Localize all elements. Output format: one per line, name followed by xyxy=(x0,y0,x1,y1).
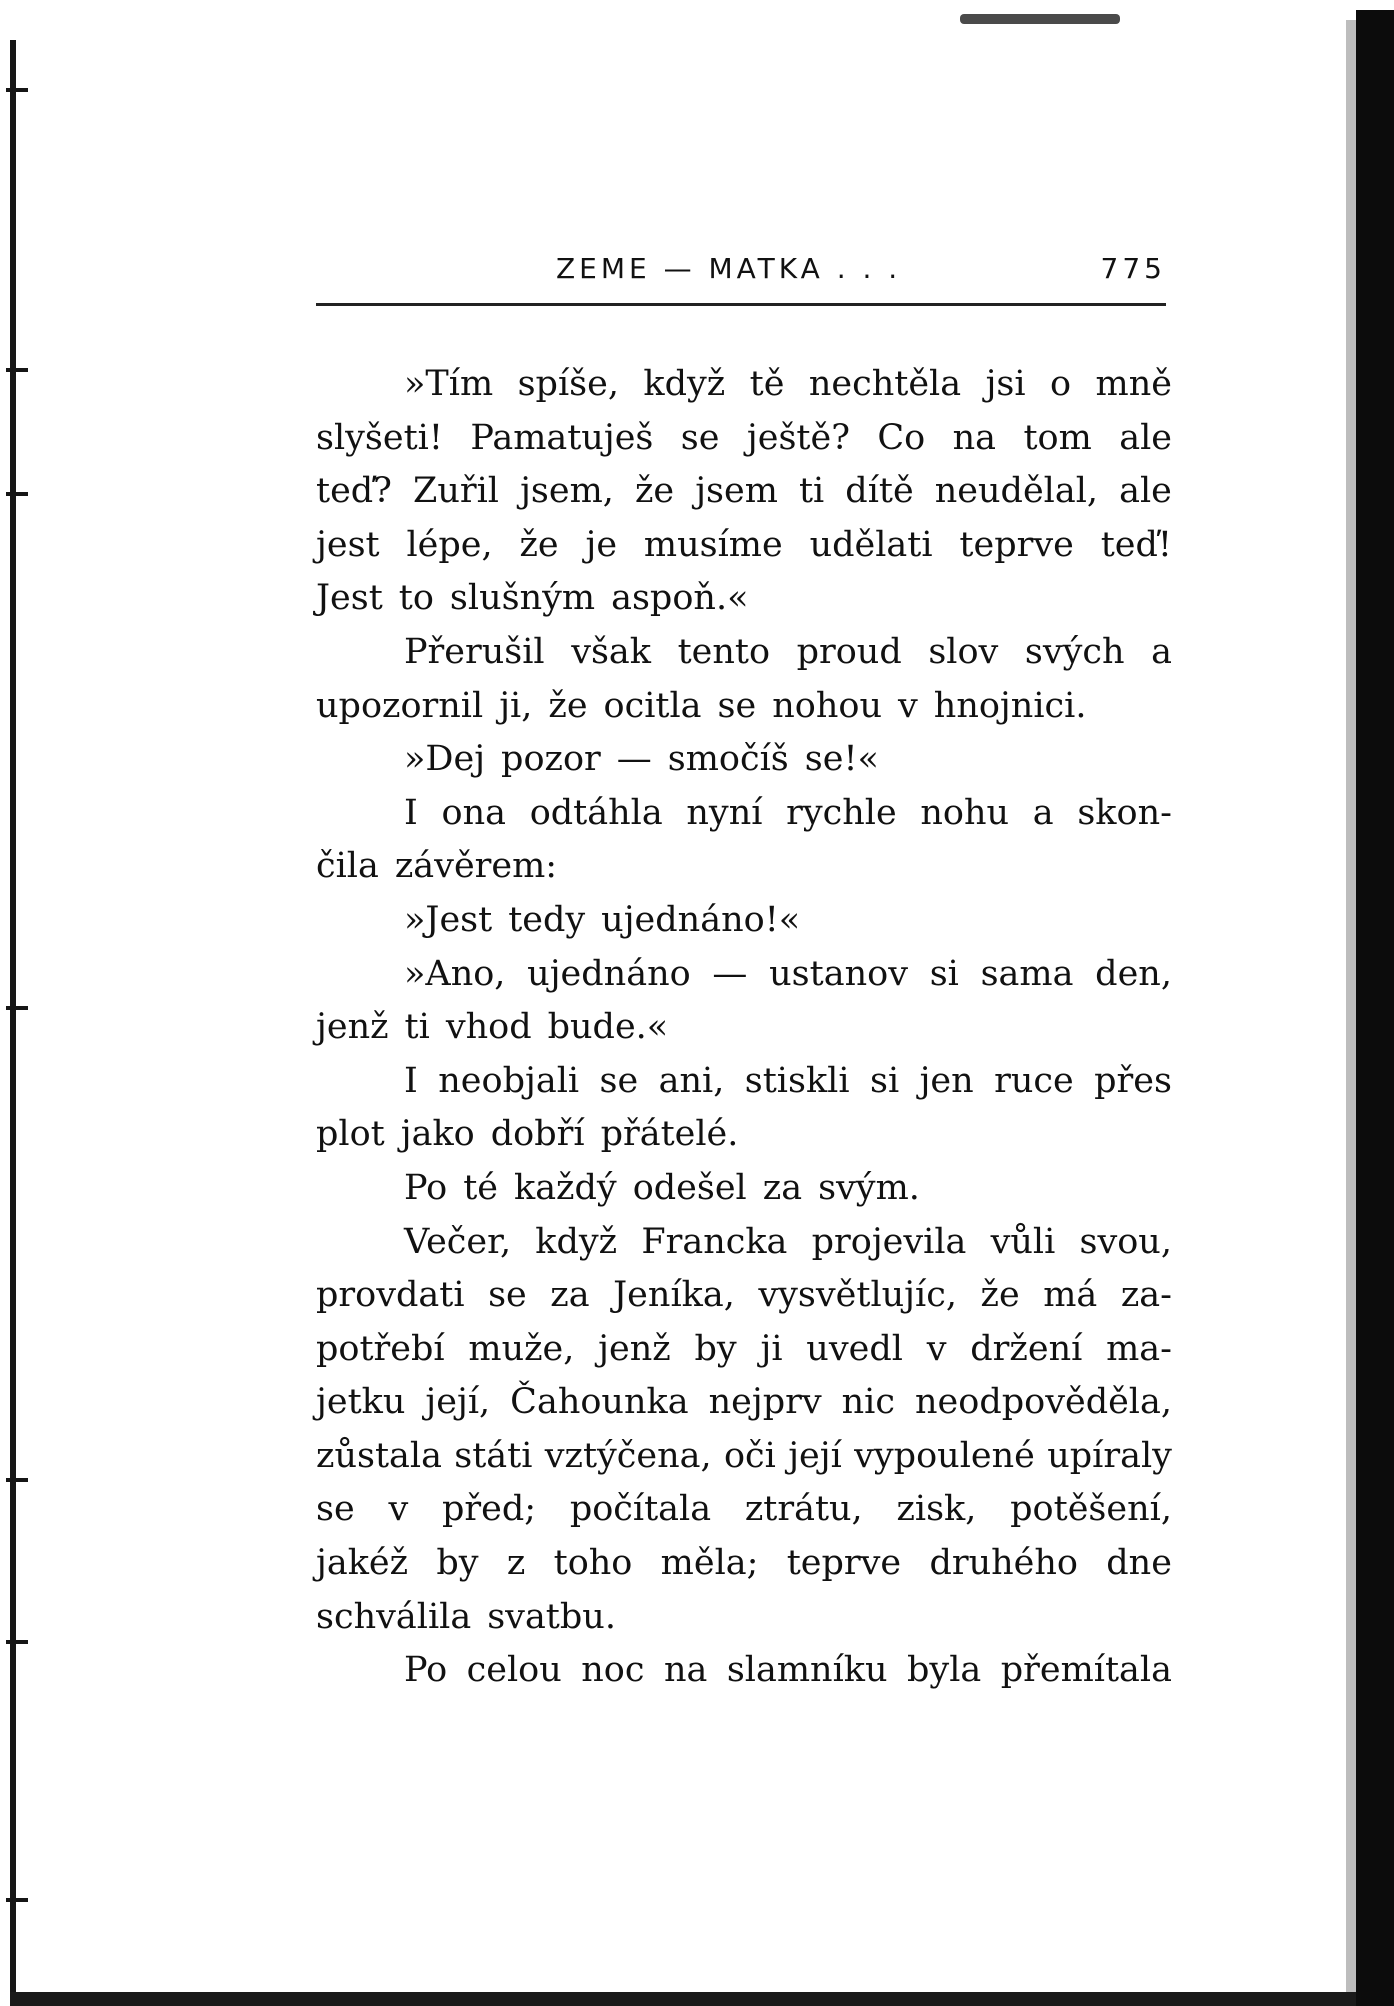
running-head xyxy=(316,252,1166,294)
text-line xyxy=(316,1376,1172,1430)
word: jakéž xyxy=(316,1543,409,1584)
word: pozor xyxy=(501,739,601,780)
word: si xyxy=(869,1060,900,1101)
word: a xyxy=(1032,792,1054,833)
word: jako xyxy=(400,1114,475,1155)
text-line xyxy=(316,840,1172,894)
word: upozornil xyxy=(316,685,484,726)
word: potřebí xyxy=(316,1328,445,1369)
word: svatbu. xyxy=(487,1596,616,1637)
text-line xyxy=(316,358,1172,412)
word: se xyxy=(599,1060,639,1101)
word: jetku xyxy=(316,1382,406,1423)
word: státi xyxy=(454,1435,533,1476)
word: vhod xyxy=(445,1007,532,1048)
scan-edge-tick xyxy=(6,1478,28,1482)
word: ani, xyxy=(658,1060,725,1101)
word: nic xyxy=(841,1382,895,1423)
text-line xyxy=(316,948,1172,1002)
word: si xyxy=(929,953,959,994)
word: jsem, xyxy=(520,471,614,512)
word: svých xyxy=(1024,631,1125,672)
word: za- xyxy=(1120,1275,1172,1316)
word: se xyxy=(680,417,720,458)
word: Jest xyxy=(316,578,383,619)
word: — xyxy=(712,953,748,994)
word: sama xyxy=(980,953,1074,994)
word: ji xyxy=(760,1328,783,1369)
text-line xyxy=(316,733,1172,787)
word: teprve xyxy=(959,524,1074,565)
word: v xyxy=(926,1328,947,1369)
word: ztrátu, xyxy=(744,1489,863,1530)
word: by xyxy=(694,1328,737,1369)
word: přátelé. xyxy=(600,1114,739,1155)
word: v xyxy=(388,1489,409,1530)
text-line xyxy=(316,680,1172,734)
scan-edge-tick xyxy=(6,88,28,92)
word: má xyxy=(1043,1275,1098,1316)
word: ještě? xyxy=(746,417,850,458)
word: plot xyxy=(316,1114,385,1155)
word: za xyxy=(550,1275,590,1316)
word: před; xyxy=(442,1489,537,1530)
word: I xyxy=(404,1060,418,1101)
text-line xyxy=(316,1537,1172,1591)
text-line xyxy=(316,1483,1172,1537)
word: Po xyxy=(404,1650,448,1691)
word: Francka xyxy=(641,1221,788,1262)
word: den, xyxy=(1095,953,1172,994)
word: zůstala xyxy=(316,1435,442,1476)
word: byla xyxy=(907,1650,982,1691)
scan-right-edge xyxy=(1356,10,1394,2006)
word: však xyxy=(571,631,651,672)
word: vypoulené xyxy=(854,1435,1035,1476)
text-line xyxy=(316,1323,1172,1377)
word: že xyxy=(548,685,588,726)
word: ti xyxy=(404,1007,430,1048)
word: se xyxy=(488,1275,527,1316)
word: Večer, xyxy=(404,1221,512,1262)
word: odtáhla xyxy=(529,792,663,833)
word: Jeníka, xyxy=(613,1275,735,1316)
text-line xyxy=(316,1001,1172,1055)
word: tento xyxy=(677,631,771,672)
word: slušným xyxy=(449,578,596,619)
word: slamníku xyxy=(726,1650,888,1691)
word: přes xyxy=(1094,1060,1172,1101)
word: na xyxy=(663,1650,708,1691)
scan-top-margin xyxy=(0,0,1394,28)
word: že xyxy=(519,524,559,565)
word: měla; xyxy=(660,1543,759,1584)
text-line xyxy=(316,572,1172,626)
word: musíme xyxy=(643,524,783,565)
word: Co xyxy=(877,417,926,458)
word: držení xyxy=(970,1328,1083,1369)
word: dobří xyxy=(490,1114,585,1155)
word: ma- xyxy=(1106,1328,1172,1369)
word: ustanov xyxy=(769,953,908,994)
text-line xyxy=(316,1269,1172,1323)
body-text xyxy=(316,358,1172,1698)
page-number: 775 xyxy=(1100,252,1166,285)
word: hnojnici. xyxy=(933,685,1087,726)
word: ti xyxy=(798,471,825,512)
word: nejprv xyxy=(708,1382,822,1423)
word: se xyxy=(717,685,757,726)
word: tedy xyxy=(508,899,586,940)
word: je xyxy=(585,524,618,565)
word: jen xyxy=(919,1060,974,1101)
word: jenž xyxy=(598,1328,671,1369)
word: její, xyxy=(425,1382,491,1423)
word: neodpověděla, xyxy=(915,1382,1172,1423)
word: ujednáno xyxy=(527,953,691,994)
word: ocitla xyxy=(603,685,702,726)
word: ale xyxy=(1119,417,1172,458)
word: když xyxy=(535,1221,618,1262)
text-line xyxy=(316,894,1172,948)
word: teď? xyxy=(316,471,392,512)
word: dne xyxy=(1106,1543,1172,1584)
word: — xyxy=(616,739,652,780)
word: by xyxy=(436,1543,479,1584)
word: projevila xyxy=(811,1221,967,1262)
word: noc xyxy=(581,1650,645,1691)
word: jsi xyxy=(985,364,1026,404)
text-line xyxy=(316,1108,1172,1162)
word: vůli xyxy=(990,1221,1056,1262)
text-line xyxy=(316,412,1172,466)
scan-edge-tick xyxy=(6,492,28,496)
word: ona xyxy=(441,792,506,833)
text-line xyxy=(316,465,1172,519)
word: muže, xyxy=(468,1328,575,1369)
word: I xyxy=(404,792,418,833)
word: v xyxy=(898,685,918,726)
word: vztýčena, xyxy=(544,1435,712,1476)
word: neobjali xyxy=(438,1060,580,1101)
word: jenž xyxy=(316,1007,389,1048)
word: že xyxy=(980,1275,1020,1316)
word: mně xyxy=(1095,364,1172,404)
word: Zuřil xyxy=(413,471,499,512)
word: oči xyxy=(723,1435,776,1476)
word: rychle xyxy=(786,792,897,833)
word: toho xyxy=(553,1543,633,1584)
word: ujednáno!« xyxy=(601,899,801,940)
word: Po xyxy=(404,1167,448,1208)
word: spíše, xyxy=(517,364,619,404)
word: celou xyxy=(466,1650,562,1691)
word: svým. xyxy=(818,1167,920,1208)
scan-right-shadow xyxy=(1346,20,1356,2006)
word: »Tím xyxy=(404,364,494,404)
word: Přerušil xyxy=(404,631,545,672)
scan-edge-tick xyxy=(6,1640,28,1644)
word: druhého xyxy=(929,1543,1078,1584)
word: nechtěla xyxy=(808,364,962,404)
word: každý xyxy=(513,1167,617,1208)
word: potěšení, xyxy=(1010,1489,1172,1530)
word: o xyxy=(1050,364,1072,404)
text-line xyxy=(316,1591,1172,1645)
scan-edge-tick xyxy=(6,368,28,372)
word: jest xyxy=(316,524,380,565)
word: slov xyxy=(928,631,999,672)
text-line xyxy=(316,1162,1172,1216)
word: nyní xyxy=(686,792,763,833)
word: ale xyxy=(1119,471,1172,512)
word: zisk, xyxy=(896,1489,977,1530)
word: aspoň.« xyxy=(611,578,749,619)
scan-edge-tick xyxy=(6,1006,28,1010)
word: jsem xyxy=(695,471,778,512)
word: uvedl xyxy=(806,1328,903,1369)
word: neudělal, xyxy=(934,471,1099,512)
text-line xyxy=(316,1644,1172,1698)
word: závěrem: xyxy=(394,846,558,887)
word: »Ano, xyxy=(404,953,506,994)
scan-bottom-edge xyxy=(10,1992,1356,2006)
word: bude.« xyxy=(547,1007,669,1048)
word: a xyxy=(1151,631,1172,672)
word: vysvětlujíc, xyxy=(758,1275,957,1316)
scan-left-edge xyxy=(10,40,16,2000)
word: stiskli xyxy=(744,1060,850,1101)
word: té xyxy=(463,1167,498,1208)
word: přemítala xyxy=(1000,1650,1172,1691)
word: provdati xyxy=(316,1275,465,1316)
word: nohou xyxy=(772,685,882,726)
text-line xyxy=(316,787,1172,841)
word: udělati xyxy=(809,524,933,565)
word: ji, xyxy=(499,685,533,726)
word: za xyxy=(762,1167,803,1208)
word: její xyxy=(788,1435,842,1476)
word: skon- xyxy=(1077,792,1172,833)
text-line xyxy=(316,519,1172,573)
running-title: ZEME — MATKA . . . xyxy=(556,252,902,285)
word: z xyxy=(506,1543,526,1584)
word: lépe, xyxy=(406,524,493,565)
text-line xyxy=(316,1430,1172,1484)
word: čila xyxy=(316,846,379,887)
word: tě xyxy=(749,364,785,404)
word: Čahounka xyxy=(510,1382,689,1423)
word: schválila xyxy=(316,1596,472,1637)
scan-edge-tick xyxy=(6,1898,28,1902)
word: odešel xyxy=(632,1167,747,1208)
word: »Jest xyxy=(404,899,493,940)
word: počítala xyxy=(569,1489,712,1530)
word: se xyxy=(316,1489,355,1530)
word: »Dej xyxy=(404,739,486,780)
header-rule xyxy=(316,303,1166,306)
word: že xyxy=(634,471,675,512)
word: dítě xyxy=(845,471,914,512)
scan-top-shadow xyxy=(960,14,1120,24)
word: ruce xyxy=(994,1060,1074,1101)
word: tom xyxy=(1023,417,1092,458)
word: teď! xyxy=(1100,524,1172,565)
word: upíraly xyxy=(1047,1435,1172,1476)
word: Pamatuješ xyxy=(470,417,654,458)
word: nohu xyxy=(920,792,1010,833)
word: na xyxy=(952,417,997,458)
word: slyšeti! xyxy=(316,417,443,458)
word: teprve xyxy=(786,1543,902,1584)
word: svou, xyxy=(1079,1221,1172,1262)
word: to xyxy=(398,578,434,619)
text-line xyxy=(316,1055,1172,1109)
text-line xyxy=(316,1216,1172,1270)
text-line xyxy=(316,626,1172,680)
word: proud xyxy=(796,631,902,672)
word: smočíš xyxy=(667,739,789,780)
word: se!« xyxy=(804,739,879,780)
word: když xyxy=(643,364,726,404)
